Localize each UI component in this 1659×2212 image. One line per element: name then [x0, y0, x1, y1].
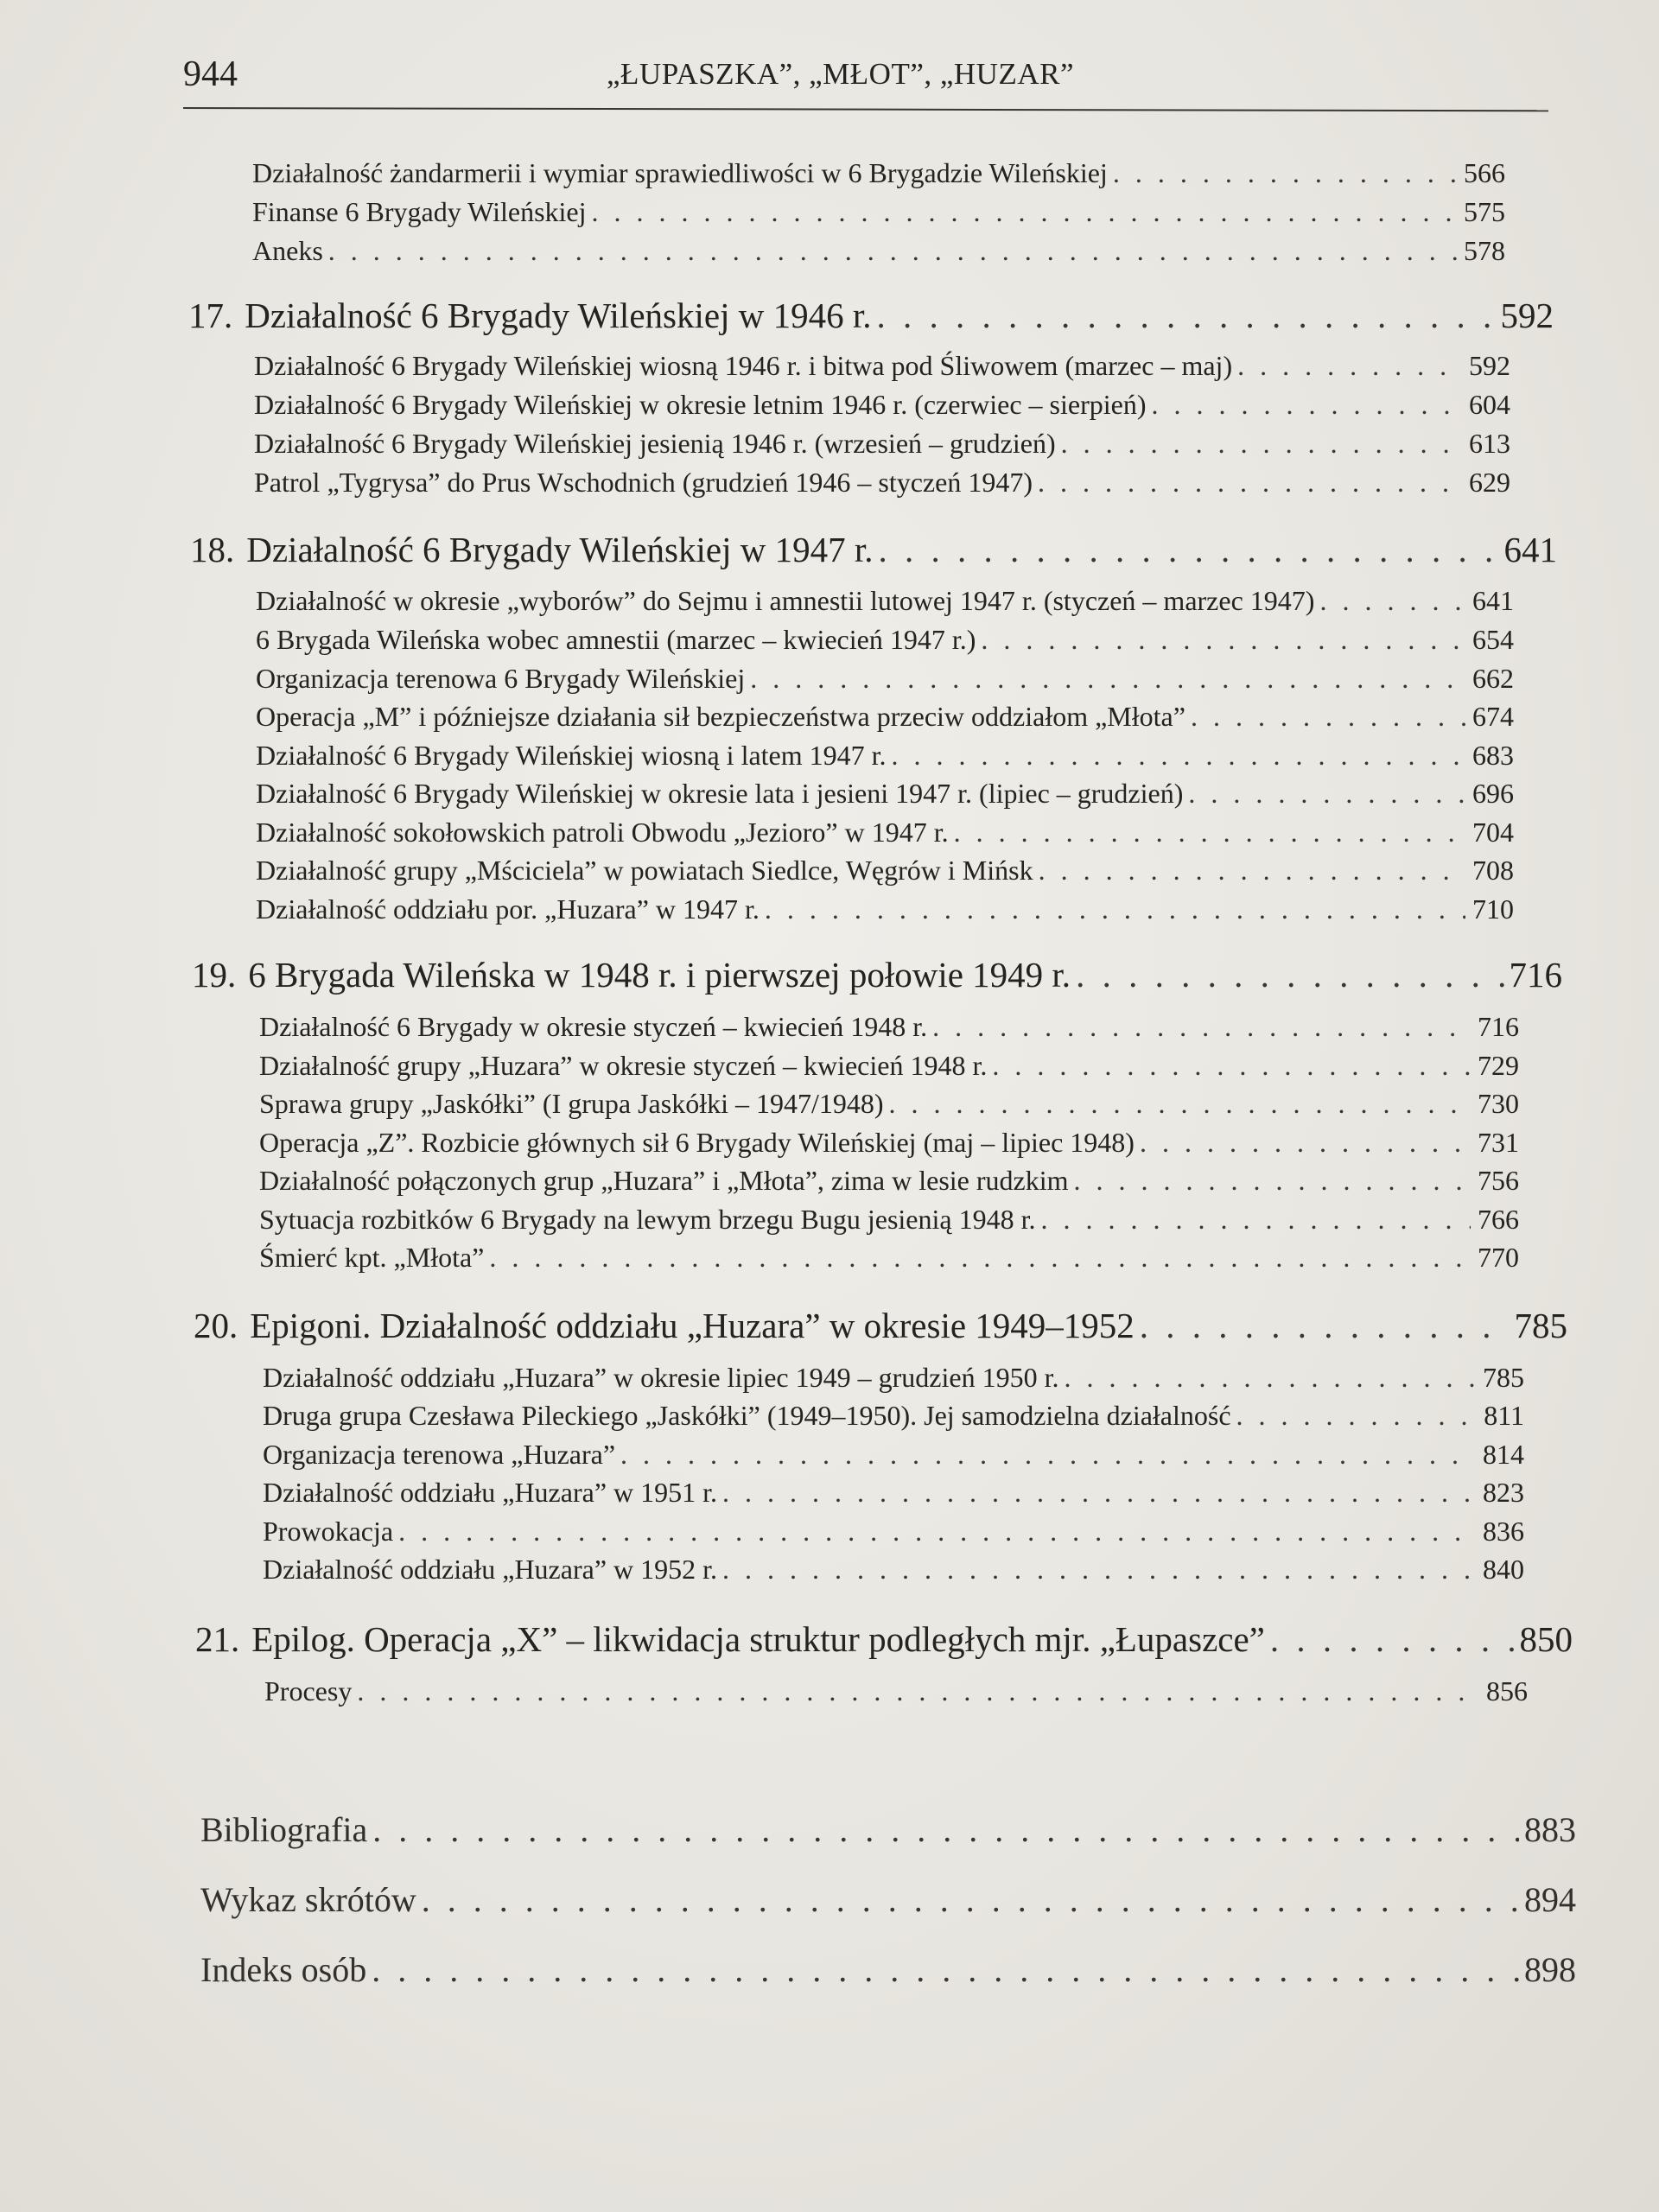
toc-entry	[254, 350, 1510, 382]
toc-entry-page: 604	[1469, 389, 1510, 420]
leader-dots	[981, 624, 1465, 656]
toc-entry-title: Operacja „Z”. Rozbicie głównych sił 6 Brygady Wileńskiej (maj – lipiec 1948)	[259, 1127, 1135, 1158]
toc-entry-title: Działalność 6 Brygady w okresie styczeń – kwiecień 1948 r.	[259, 1011, 928, 1042]
toc-entry-title: Śmierć kpt. „Młota”	[259, 1242, 485, 1273]
leader-dots	[932, 1011, 1471, 1043]
running-title: „ŁUPASZKA”, „MŁOT”, „HUZAR”	[607, 57, 1074, 91]
chapter-number: 20.	[194, 1306, 238, 1345]
toc-entry-title: Działalność 6 Brygady Wileńskiej w okresie letnim 1946 r. (czerwiec – sierpień)	[254, 389, 1147, 420]
toc-entry	[256, 893, 1514, 925]
leader-dots	[1319, 585, 1465, 617]
leader-dots	[750, 663, 1465, 695]
toc-entry	[259, 1165, 1519, 1197]
toc-entry	[254, 389, 1510, 421]
leader-dots	[954, 817, 1465, 849]
chapter-title: Działalność 6 Brygady Wileńskiej w 1947 r.	[246, 530, 874, 569]
leader-dots	[1188, 778, 1465, 810]
toc-entry-title: Działalność oddziału „Huzara” w 1951 r.	[263, 1477, 718, 1508]
toc-entry-title: Działalność oddziału „Huzara” w 1952 r.	[263, 1554, 718, 1585]
toc-entry-page: 766	[1478, 1204, 1519, 1235]
toc-entry-title: Działalność oddziału „Huzara” w okresie lipiec 1949 – grudzień 1950 r.	[263, 1362, 1059, 1393]
end-matter-entry	[200, 1949, 1576, 1990]
chapter-heading	[194, 1305, 1567, 1346]
end-matter-page: 894	[1524, 1880, 1576, 1919]
leader-dots	[1074, 1165, 1471, 1197]
toc-entry-title: Działalność 6 Brygady Wileńskiej wiosną 1946 r. i bitwa pod Śliwowem (marzec – maj)	[254, 350, 1233, 381]
toc-entry-page: 785	[1483, 1362, 1524, 1393]
leader-dots	[1038, 467, 1462, 499]
toc-entry	[264, 1675, 1528, 1707]
toc-entry-title: Działalność sokołowskich patroli Obwodu „Jezioro” w 1947 r.	[256, 817, 949, 848]
toc-entry-page: 710	[1472, 893, 1514, 925]
toc-entry	[252, 196, 1505, 228]
toc-entry-title: Procesy	[264, 1675, 353, 1707]
leader-dots	[1076, 954, 1503, 995]
toc-entry-title: Organizacja terenowa „Huzara”	[263, 1439, 616, 1470]
leader-dots	[878, 529, 1498, 570]
end-matter-entry	[200, 1879, 1576, 1920]
toc-entry-page: 592	[1469, 350, 1510, 381]
toc-entry-title: Działalność połączonych grup „Huzara” i „Młota”, zima w lesie rudzkim	[259, 1165, 1069, 1196]
leader-dots	[357, 1675, 1479, 1707]
toc-entry-title: Patrol „Tygrysa” do Prus Wschodnich (grudzień 1946 – styczeń 1947)	[254, 467, 1033, 498]
chapter-number: 18.	[190, 530, 235, 569]
toc-entry-page: 704	[1472, 817, 1514, 848]
leader-dots	[328, 235, 1457, 267]
leader-dots	[1113, 157, 1457, 189]
page-header	[183, 54, 1548, 105]
toc-entry	[256, 778, 1514, 810]
toc-entry-title: 6 Brygada Wileńska wobec amnestii (marzec – kwiecień 1947 r.)	[256, 624, 976, 655]
toc-entry	[263, 1439, 1524, 1471]
page-number: 944	[183, 54, 238, 94]
leader-dots	[1236, 1400, 1476, 1432]
leader-dots	[620, 1439, 1476, 1471]
toc-entry	[263, 1516, 1524, 1548]
leader-dots	[422, 1879, 1519, 1920]
toc-entry-page: 654	[1472, 624, 1514, 655]
end-matter-page: 883	[1524, 1810, 1576, 1849]
toc-entry-title: Sprawa grupy „Jaskółki” (I grupa Jaskółki – 1947/1948)	[259, 1088, 884, 1119]
chapter-heading	[192, 954, 1562, 995]
toc-entry-page: 613	[1469, 428, 1510, 459]
toc-entry-page: 683	[1472, 740, 1514, 771]
chapter-page: 592	[1500, 296, 1554, 335]
leader-dots	[398, 1516, 1476, 1548]
toc-entry	[256, 585, 1514, 617]
end-matter-title: Bibliografia	[200, 1810, 368, 1849]
toc-entry-title: Działalność grupy „Mściciela” w powiatach Siedlce, Węgrów i Mińsk	[256, 855, 1033, 886]
toc-entry	[259, 1011, 1519, 1043]
leader-dots	[992, 1050, 1471, 1082]
leader-dots	[372, 1949, 1519, 1990]
toc-entry	[256, 817, 1514, 849]
chapter-page: 716	[1509, 955, 1562, 995]
toc-entry-page: 575	[1464, 196, 1505, 227]
toc-entry	[259, 1088, 1519, 1120]
leader-dots	[1039, 855, 1465, 887]
leader-dots	[765, 893, 1465, 925]
end-matter-title: Indeks osób	[200, 1950, 367, 1989]
leader-dots	[1151, 389, 1462, 421]
toc-entry-page: 731	[1478, 1127, 1519, 1158]
toc-entry-page: 641	[1472, 585, 1514, 616]
toc-entry-title: Działalność grupy „Huzara” w okresie styczeń – kwiecień 1948 r.	[259, 1050, 988, 1081]
leader-dots	[1064, 1362, 1476, 1394]
toc-entry	[252, 235, 1505, 267]
toc-entry-page: 756	[1478, 1165, 1519, 1196]
toc-entry-title: Działalność 6 Brygady Wileńskiej jesienią 1946 r. (wrzesień – grudzień)	[254, 428, 1056, 459]
toc-entry-page: 696	[1472, 778, 1514, 809]
toc-entry-page: 730	[1478, 1088, 1519, 1119]
toc-entry-page: 840	[1483, 1554, 1524, 1585]
toc-entry-title: Operacja „M” i późniejsze działania sił bezpieczeństwa przeciw oddziałom „Młota”	[256, 701, 1185, 732]
toc-entry-page: 814	[1483, 1439, 1524, 1470]
toc-entry	[254, 467, 1510, 499]
chapter-page: 641	[1503, 530, 1557, 569]
leader-dots	[722, 1477, 1476, 1509]
toc-entry-page: 823	[1483, 1477, 1524, 1508]
toc-entry	[256, 855, 1514, 887]
toc-entry	[256, 701, 1514, 733]
leader-dots	[489, 1242, 1471, 1274]
toc-entry-title: Sytuacja rozbitków 6 Brygady na lewym brzegu Bugu jesienią 1948 r.	[259, 1204, 1036, 1235]
toc-entry	[254, 428, 1510, 460]
toc-entry-title: Działalność 6 Brygady Wileńskiej wiosną i latem 1947 r.	[256, 740, 887, 771]
chapter-heading	[195, 1618, 1573, 1660]
end-matter-entry	[200, 1809, 1576, 1850]
toc-entry-title: Działalność w okresie „wyborów” do Sejmu i amnestii lutowej 1947 r. (styczeń – marzec 1947)	[256, 585, 1315, 616]
leader-dots	[876, 295, 1495, 336]
chapter-title: Epilog. Operacja „X” – likwidacja struktur podległych mjr. „Łupaszce”	[251, 1619, 1265, 1659]
toc-entry	[252, 157, 1505, 189]
toc-entry	[263, 1554, 1524, 1586]
leader-dots	[592, 196, 1457, 228]
toc-entry-title: Działalność żandarmerii i wymiar sprawiedliwości w 6 Brygadzie Wileńskiej	[252, 157, 1108, 188]
chapter-number: 21.	[195, 1619, 240, 1659]
leader-dots	[1140, 1305, 1510, 1346]
leader-dots	[1270, 1618, 1515, 1660]
chapter-title: 6 Brygada Wileńska w 1948 r. i pierwszej połowie 1949 r.	[248, 955, 1071, 995]
toc-entry-page: 578	[1464, 235, 1505, 266]
chapter-heading	[190, 529, 1557, 570]
end-matter-page: 898	[1524, 1950, 1576, 1989]
toc-entry-title: Druga grupa Czesława Pileckiego „Jaskółki” (1949–1950). Jej samodzielna działalność	[263, 1400, 1231, 1431]
toc-entry-title: Aneks	[252, 235, 323, 266]
leader-dots	[1191, 701, 1465, 733]
header-rule	[183, 107, 1548, 111]
toc-entry	[256, 740, 1514, 772]
toc-entry-page: 629	[1469, 467, 1510, 498]
leader-dots	[892, 740, 1465, 772]
toc-entry-page: 662	[1472, 663, 1514, 694]
toc-entry	[259, 1242, 1519, 1274]
toc-entry-page: 836	[1483, 1516, 1524, 1547]
toc-entry	[259, 1050, 1519, 1082]
toc-entry	[259, 1127, 1519, 1159]
toc-entry-page: 566	[1464, 157, 1505, 188]
leader-dots	[1237, 350, 1462, 382]
toc-entry-title: Organizacja terenowa 6 Brygady Wileńskiej	[256, 663, 746, 694]
toc-entry-title: Prowokacja	[263, 1516, 394, 1547]
toc-entry-title: Działalność 6 Brygady Wileńskiej w okresie lata i jesieni 1947 r. (lipiec – grudzień)	[256, 778, 1184, 809]
toc-entry	[263, 1362, 1524, 1394]
leader-dots	[889, 1088, 1471, 1120]
toc-entry	[263, 1477, 1524, 1509]
toc-entry-title: Działalność oddziału por. „Huzara” w 1947 r.	[256, 893, 760, 925]
toc-entry-page: 811	[1484, 1400, 1524, 1431]
chapter-page: 850	[1519, 1619, 1573, 1659]
toc-entry-page: 729	[1478, 1050, 1519, 1081]
toc-entry-page: 674	[1472, 701, 1514, 732]
toc-entry-page: 716	[1478, 1011, 1519, 1042]
toc-entry-page: 856	[1486, 1675, 1528, 1707]
leader-dots	[722, 1554, 1476, 1586]
leader-dots	[1061, 428, 1462, 460]
chapter-number: 19.	[192, 955, 237, 995]
leader-dots	[1140, 1127, 1471, 1159]
toc-entry	[256, 624, 1514, 656]
chapter-title: Działalność 6 Brygady Wileńskiej w 1946 r.	[245, 296, 872, 335]
toc-entry-page: 708	[1472, 855, 1514, 886]
toc-entry	[256, 663, 1514, 695]
toc-entry-title: Finanse 6 Brygady Wileńskiej	[252, 196, 587, 227]
chapter-heading	[188, 295, 1554, 336]
toc-entry	[259, 1204, 1519, 1236]
toc-entry-page: 770	[1478, 1242, 1519, 1273]
end-matter-title: Wykaz skrótów	[200, 1880, 416, 1919]
leader-dots	[372, 1809, 1519, 1850]
chapter-page: 785	[1514, 1306, 1567, 1345]
chapter-number: 17.	[188, 296, 233, 335]
chapter-title: Epigoni. Działalność oddziału „Huzara” w okresie 1949–1952	[250, 1306, 1135, 1345]
toc-entry	[263, 1400, 1524, 1432]
leader-dots	[1040, 1204, 1471, 1236]
